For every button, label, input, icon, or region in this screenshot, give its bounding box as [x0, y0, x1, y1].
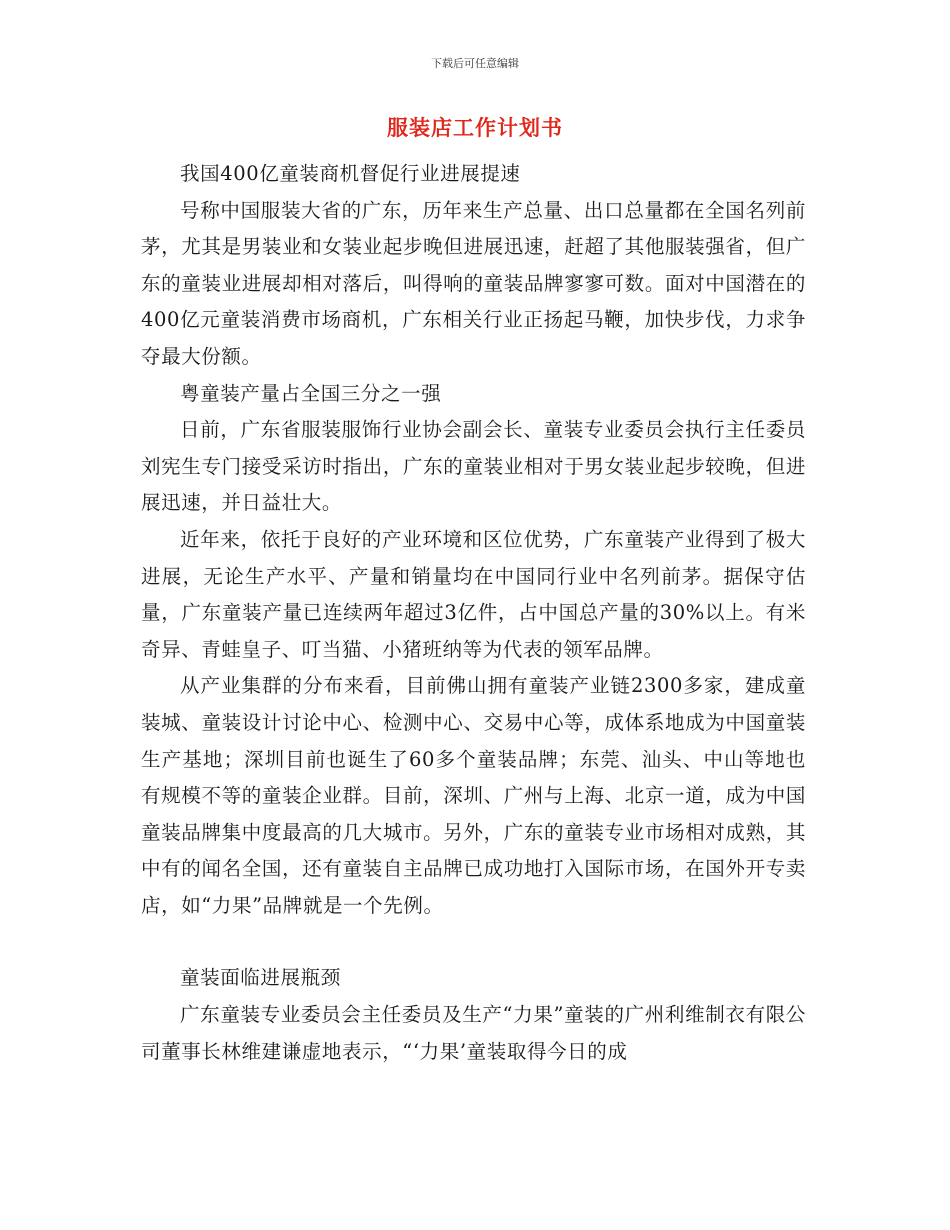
paragraph-heading-3: 童装面临进展瓶颈	[180, 966, 341, 990]
paragraph: 从产业集群的分布来看，目前佛山拥有童装产业链2300多家，建成童装城、童装设计讨论中心、检测中心、交易中心等，成体系地成为中国童装生产基地；深圳目前也诞生了60多个童装品牌；东莞、汕头、中山等地也有规模不等的童装企业群。目前，深圳、广州与上海、北京一道，成为中国童装品牌集中度最高的几大城市。另外，广东的童装专业市场相对成熟，其中有的闻名全国，还有童装自主品牌已成功地打入国际市场，在国外开专卖店，如“力果”品牌就是一个先例。	[141, 674, 806, 917]
paragraph: 广东童装专业委员会主任委员及生产“力果”童装的广州利维制衣有限公司董事长林维建谦虚地表示，“‘力果’童装取得今日的成	[141, 1003, 806, 1063]
header-note: 下载后可任意编辑	[431, 57, 519, 70]
document-body	[141, 156, 806, 1070]
paragraph-heading-1: 我国400亿童装商机督促行业进展提速	[180, 162, 521, 185]
paragraph: 近年来，依托于良好的产业环境和区位优势，广东童装产业得到了极大进展，无论生产水平、产量和销量均在中国同行业中名列前茅。据保守估量，广东童装产量已连续两年超过3亿件，占中国总产量的30%以上。有米奇异、青蛙皇子、叮当猫、小猪班纳等为代表的领军品牌。	[141, 527, 806, 661]
paragraph: 号称中国服装大省的广东，历年来生产总量、出口总量都在全国名列前茅，尤其是男装业和女装业起步晚但进展迅速，赶超了其他服装强省，但广东的童装业进展却相对落后，叫得响的童装品牌寥寥可数。面对中国潜在的400亿元童装消费市场商机，广东相关行业正扬起马鞭，加快步伐，力求争夺最大份额。	[141, 198, 806, 368]
document-title: 服装店工作计划书	[387, 115, 563, 140]
paragraph-heading-2: 粤童装产量占全国三分之一强	[180, 381, 442, 405]
paragraph-gap	[141, 924, 806, 960]
paragraph: 日前，广东省服装服饰行业协会副会长、童装专业委员会执行主任委员刘宪生专门接受采访时指出，广东的童装业相对于男女装业起步较晚，但进展迅速，并日益壮大。	[141, 418, 806, 515]
